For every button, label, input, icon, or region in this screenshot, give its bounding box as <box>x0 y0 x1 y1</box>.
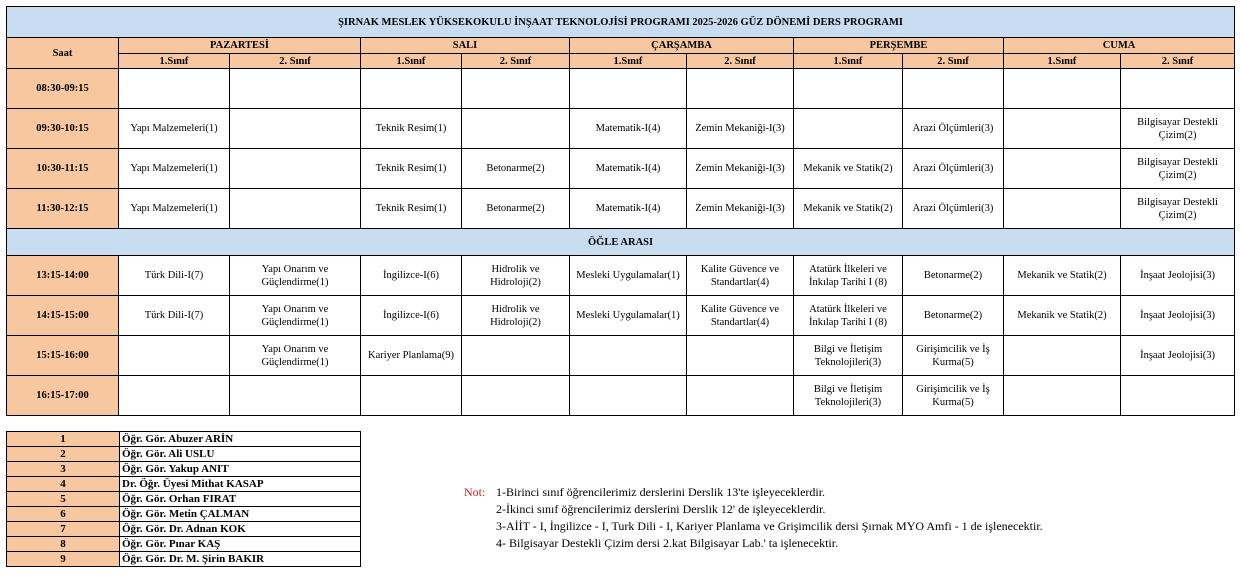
class-header: 1.Sınıf <box>119 54 230 69</box>
course-cell: Kalite Güvence ve Standartlar(4) <box>687 256 794 296</box>
class-header-row <box>7 54 1235 69</box>
course-cell <box>119 376 230 416</box>
staff-number: 2 <box>7 447 120 462</box>
course-cell <box>1004 376 1121 416</box>
course-cell <box>1004 69 1121 109</box>
course-cell: Atatürk İlkeleri ve İnkılap Tarihi I (8) <box>794 296 903 336</box>
course-cell: Yapı Onarım ve Güçlendirme(1) <box>230 256 361 296</box>
course-cell: Kariyer Planlama(9) <box>361 336 462 376</box>
staff-name: Öğr. Gör. Dr. Adnan KOK <box>120 522 361 537</box>
course-cell <box>462 109 570 149</box>
lunch-break-row: ÖĞLE ARASI <box>7 229 1235 256</box>
course-cell: Bilgisayar Destekli Çizim(2) <box>1121 149 1235 189</box>
schedule-document <box>6 6 1234 577</box>
staff-number: 6 <box>7 507 120 522</box>
course-cell: Yapı Onarım ve Güçlendirme(1) <box>230 336 361 376</box>
course-cell <box>361 376 462 416</box>
course-cell: Hidrolik ve Hidroloji(2) <box>462 256 570 296</box>
course-cell <box>1004 336 1121 376</box>
staff-name: Öğr. Gör. Dr. M. Şirin BAKIR <box>120 552 361 567</box>
course-cell: Türk Dili-I(7) <box>119 256 230 296</box>
staff-row <box>7 552 361 567</box>
course-cell: Yapı Malzemeleri(1) <box>119 109 230 149</box>
course-cell: Girişimcilik ve İş Kurma(5) <box>903 336 1004 376</box>
course-cell <box>687 376 794 416</box>
staff-number: 4 <box>7 477 120 492</box>
course-cell: Betonarme(2) <box>462 189 570 229</box>
course-cell <box>1004 109 1121 149</box>
course-cell <box>1004 189 1121 229</box>
course-cell <box>1121 376 1235 416</box>
class-header: 2. Sınıf <box>687 54 794 69</box>
course-cell: Betonarme(2) <box>462 149 570 189</box>
class-header: 1.Sınıf <box>794 54 903 69</box>
note-line: 1-Birinci sınıf öğrencilerimiz derslerini Derslik 13'te işleyeceklerdir. <box>496 485 826 499</box>
course-cell <box>230 189 361 229</box>
time-slot-label: 10:30-11:15 <box>7 149 119 189</box>
day-header: PERŞEMBE <box>794 38 1004 54</box>
staff-row <box>7 537 361 552</box>
course-cell <box>903 69 1004 109</box>
staff-number: 8 <box>7 537 120 552</box>
day-header: ÇARŞAMBA <box>570 38 794 54</box>
class-header: 1.Sınıf <box>361 54 462 69</box>
schedule-title: ŞIRNAK MESLEK YÜKSEKOKULU İNŞAAT TEKNOLOJİSİ PROGRAMI 2025-2026 GÜZ DÖNEMİ DERS PROGRAMI <box>7 7 1235 38</box>
time-slot-row <box>7 296 1235 336</box>
course-cell: Mekanik ve Statik(2) <box>794 189 903 229</box>
course-cell: Yapı Malzemeleri(1) <box>119 189 230 229</box>
course-cell: Bilgi ve İletişim Teknolojileri(3) <box>794 376 903 416</box>
saat-header: Saat <box>7 38 119 69</box>
time-slot-row <box>7 256 1235 296</box>
course-cell: Zemin Mekaniği-I(3) <box>687 149 794 189</box>
day-header: PAZARTESİ <box>119 38 361 54</box>
course-cell <box>230 109 361 149</box>
course-cell <box>794 109 903 149</box>
course-cell: Matematik-I(4) <box>570 189 687 229</box>
day-header: SALI <box>361 38 570 54</box>
staff-name: Öğr. Gör. Abuzer ARİN <box>120 432 361 447</box>
course-cell: Girişimcilik ve İş Kurma(5) <box>903 376 1004 416</box>
course-cell: Mesleki Uygulamalar(1) <box>570 296 687 336</box>
staff-row <box>7 432 361 447</box>
note-line: 2-İkinci sınıf öğrencilerimiz derslerini Derslik 12' de işleyeceklerdir. <box>496 502 826 516</box>
course-cell: Mekanik ve Statik(2) <box>1004 296 1121 336</box>
course-cell <box>462 69 570 109</box>
time-slot-label: 09:30-10:15 <box>7 109 119 149</box>
course-cell: Mesleki Uygulamalar(1) <box>570 256 687 296</box>
course-cell: Betonarme(2) <box>903 256 1004 296</box>
staff-row <box>7 492 361 507</box>
course-cell: Kalite Güvence ve Standartlar(4) <box>687 296 794 336</box>
course-cell <box>462 336 570 376</box>
notes-label: Not: <box>464 485 486 499</box>
time-slot-row <box>7 69 1235 109</box>
time-slot-row <box>7 189 1235 229</box>
course-cell: Matematik-I(4) <box>570 109 687 149</box>
time-slot-label: 13:15-14:00 <box>7 256 119 296</box>
course-cell <box>570 376 687 416</box>
course-cell: İnşaat Jeolojisi(3) <box>1121 336 1235 376</box>
notes-block <box>464 484 1043 552</box>
course-cell: Betonarme(2) <box>903 296 1004 336</box>
course-cell: İngilizce-I(6) <box>361 256 462 296</box>
staff-name: Öğr. Gör. Metin ÇALMAN <box>120 507 361 522</box>
course-cell: Bilgisayar Destekli Çizim(2) <box>1121 189 1235 229</box>
note-line: 4- Bilgisayar Destekli Çizim dersi 2.kat Bilgisayar Lab.' ta işlenecektir. <box>496 536 839 550</box>
course-cell: Mekanik ve Statik(2) <box>1004 256 1121 296</box>
time-slot-label: 16:15-17:00 <box>7 376 119 416</box>
time-slot-row <box>7 109 1235 149</box>
staff-row <box>7 462 361 477</box>
course-cell: Hidrolik ve Hidroloji(2) <box>462 296 570 336</box>
staff-name: Öğr. Gör. Pınar KAŞ <box>120 537 361 552</box>
course-cell: Bilgisayar Destekli Çizim(2) <box>1121 109 1235 149</box>
course-cell: Mekanik ve Statik(2) <box>794 149 903 189</box>
time-slot-label: 15:15-16:00 <box>7 336 119 376</box>
course-cell <box>687 336 794 376</box>
course-cell: Zemin Mekaniği-I(3) <box>687 189 794 229</box>
course-cell: İnşaat Jeolojisi(3) <box>1121 296 1235 336</box>
staff-name: Dr. Öğr. Üyesi Mithat KASAP <box>120 477 361 492</box>
course-cell <box>361 69 462 109</box>
staff-row <box>7 507 361 522</box>
course-cell <box>687 69 794 109</box>
course-cell: Arazi Ölçümleri(3) <box>903 149 1004 189</box>
staff-name: Öğr. Gör. Orhan FIRAT <box>120 492 361 507</box>
course-cell <box>570 69 687 109</box>
staff-name: Öğr. Gör. Ali USLU <box>120 447 361 462</box>
course-cell: Teknik Resim(1) <box>361 189 462 229</box>
course-cell: Bilgi ve İletişim Teknolojileri(3) <box>794 336 903 376</box>
course-cell <box>794 69 903 109</box>
course-cell: Arazi Ölçümleri(3) <box>903 109 1004 149</box>
course-cell: Yapı Malzemeleri(1) <box>119 149 230 189</box>
course-cell <box>119 69 230 109</box>
course-cell: İngilizce-I(6) <box>361 296 462 336</box>
staff-row <box>7 477 361 492</box>
course-cell <box>230 149 361 189</box>
staff-number: 9 <box>7 552 120 567</box>
course-cell <box>462 376 570 416</box>
note-line: 3-AİİT - I, İngilizce - I, Turk Dili - I, Kariyer Planlama ve Grişimcilik dersi Şırnak MYO Amfi - 1 de işlenecektir. <box>496 519 1043 533</box>
afternoon-slots <box>7 256 1235 416</box>
staff-name: Öğr. Gör. Yakup ANIT <box>120 462 361 477</box>
staff-number: 5 <box>7 492 120 507</box>
time-slot-row <box>7 336 1235 376</box>
course-cell: Arazi Ölçümleri(3) <box>903 189 1004 229</box>
time-slot-row <box>7 376 1235 416</box>
course-cell: Matematik-I(4) <box>570 149 687 189</box>
class-header: 2. Sınıf <box>462 54 570 69</box>
day-header-row <box>7 38 1235 54</box>
staff-row <box>7 447 361 462</box>
class-header: 2. Sınıf <box>903 54 1004 69</box>
course-cell: Türk Dili-I(7) <box>119 296 230 336</box>
class-header: 2. Sınıf <box>230 54 361 69</box>
staff-number: 3 <box>7 462 120 477</box>
course-cell <box>1121 69 1235 109</box>
staff-number: 7 <box>7 522 120 537</box>
class-header: 2. Sınıf <box>1121 54 1235 69</box>
time-slot-label: 08:30-09:15 <box>7 69 119 109</box>
course-cell <box>570 336 687 376</box>
course-cell: İnşaat Jeolojisi(3) <box>1121 256 1235 296</box>
staff-row <box>7 522 361 537</box>
course-cell: Atatürk İlkeleri ve İnkılap Tarihi I (8) <box>794 256 903 296</box>
time-slot-label: 11:30-12:15 <box>7 189 119 229</box>
course-cell <box>1004 149 1121 189</box>
schedule-table <box>6 6 1235 416</box>
course-cell: Teknik Resim(1) <box>361 109 462 149</box>
staff-number: 1 <box>7 432 120 447</box>
course-cell: Teknik Resim(1) <box>361 149 462 189</box>
course-cell <box>119 336 230 376</box>
time-slot-label: 14:15-15:00 <box>7 296 119 336</box>
staff-table <box>6 431 361 567</box>
time-slot-row <box>7 149 1235 189</box>
class-header: 1.Sınıf <box>570 54 687 69</box>
course-cell <box>230 69 361 109</box>
class-header: 1.Sınıf <box>1004 54 1121 69</box>
course-cell <box>230 376 361 416</box>
course-cell: Yapı Onarım ve Güçlendirme(1) <box>230 296 361 336</box>
morning-slots <box>7 69 1235 229</box>
course-cell: Zemin Mekaniği-I(3) <box>687 109 794 149</box>
day-header: CUMA <box>1004 38 1235 54</box>
